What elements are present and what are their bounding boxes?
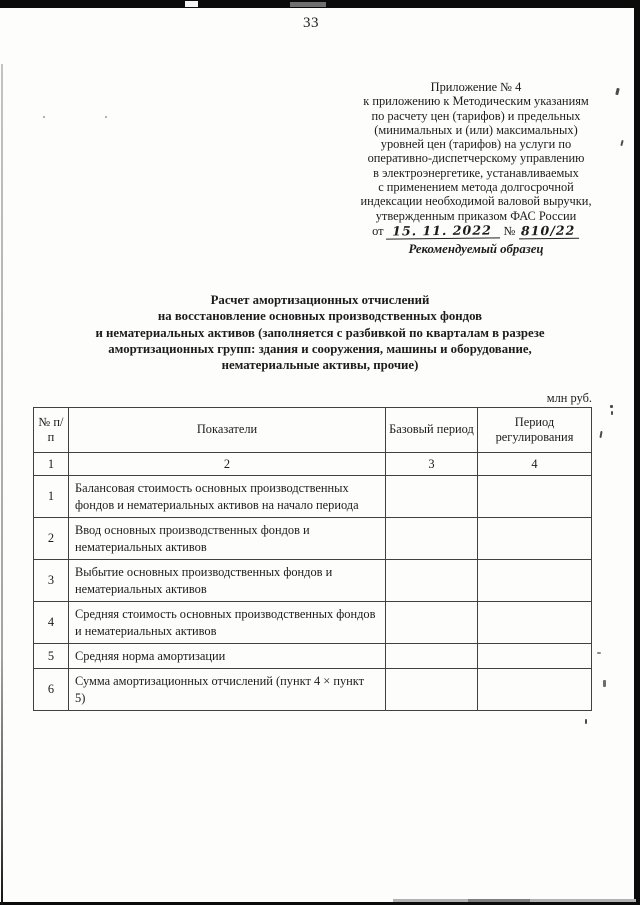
- row-base-period-value: [386, 644, 478, 669]
- table-row: [34, 476, 592, 518]
- scan-artifact: [597, 652, 601, 654]
- order-date-line: [331, 224, 621, 239]
- column-number: 1: [34, 453, 69, 476]
- row-number: 6: [34, 669, 69, 711]
- scan-artifact: [43, 116, 45, 118]
- row-indicator: Сумма амортизационных отчислений (пункт 4 × пункт 5): [69, 669, 386, 711]
- column-number: 4: [478, 453, 592, 476]
- row-regulation-period-value: [478, 476, 592, 518]
- scan-artifact: [611, 411, 613, 415]
- row-base-period-value: [386, 669, 478, 711]
- row-indicator: Выбытие основных производственных фондов и нематериальных активов: [69, 560, 386, 602]
- appendix-line: Приложение № 4: [430, 80, 522, 94]
- appendix-line: к приложению к Методическим указаниям: [363, 94, 589, 109]
- title-line: и нематериальных активов (заполняется с разбивкой по кварталам в разрезе: [95, 325, 545, 340]
- row-base-period-value: [386, 602, 478, 644]
- units-label: млн руб.: [546, 391, 592, 405]
- scan-artifact: [603, 680, 606, 687]
- order-date-prefix: от: [372, 223, 384, 238]
- table-row: [34, 560, 592, 602]
- scan-border-left: [1, 64, 3, 905]
- title-line: Расчет амортизационных отчислений: [210, 293, 430, 307]
- scan-artifact: [290, 2, 326, 7]
- table-row: [34, 669, 592, 711]
- handwritten-date: 15. 11. 2022: [386, 223, 500, 239]
- row-regulation-period-value: [478, 602, 592, 644]
- appendix-line: в электроэнергетике, устанавливаемых: [373, 165, 579, 180]
- scan-border-right: [634, 0, 640, 905]
- title-line: амортизационных групп: здания и сооружения, машины и оборудование,: [108, 341, 532, 356]
- recommended-sample-note: Рекомендуемый образец: [408, 241, 544, 256]
- row-base-period-value: [386, 518, 478, 560]
- scan-artifact: [105, 116, 107, 118]
- header-regulation-period: Период регулирования: [478, 408, 592, 453]
- appendix-line: утвержденным приказом ФАС России: [375, 208, 577, 223]
- appendix-line: уровней цен (тарифов) на услуги по: [380, 137, 572, 152]
- appendix-line: по расчету цен (тарифов) и предельных: [371, 108, 581, 123]
- title-line: нематериальные активы, прочие): [221, 358, 419, 373]
- column-number: 2: [69, 453, 386, 476]
- row-number: 5: [34, 644, 69, 669]
- row-indicator: Балансовая стоимость основных производственных фондов и нематериальных активов на начало периода: [69, 476, 386, 518]
- appendix-line: индексации необходимой валовой выручки,: [360, 194, 592, 209]
- row-base-period-value: [386, 560, 478, 602]
- row-regulation-period-value: [478, 644, 592, 669]
- scan-artifact: [468, 899, 530, 902]
- title-line: на восстановление основных производственных фондов: [157, 309, 483, 324]
- row-indicator: Средняя стоимость основных производственных фондов и нематериальных активов: [69, 602, 386, 644]
- row-base-period-value: [386, 476, 478, 518]
- order-number-sign: №: [503, 223, 516, 238]
- scan-artifact: [185, 1, 198, 7]
- table-row: [34, 602, 592, 644]
- row-regulation-period-value: [478, 669, 592, 711]
- row-number: 3: [34, 560, 69, 602]
- row-regulation-period-value: [478, 518, 592, 560]
- appendix-header: [331, 80, 621, 256]
- header-base-period: Базовый период: [386, 408, 478, 453]
- table-header-row: [34, 408, 592, 453]
- row-regulation-period-value: [478, 560, 592, 602]
- row-number: 1: [34, 476, 69, 518]
- appendix-line: оперативно-диспетчерскому управлению: [367, 151, 585, 166]
- row-indicator: Средняя норма амортизации: [69, 644, 386, 669]
- column-number-row: [34, 453, 592, 476]
- header-indicator: Показатели: [69, 408, 386, 453]
- appendix-line: (минимальных и (или) максимальных): [374, 122, 578, 137]
- column-number: 3: [386, 453, 478, 476]
- row-indicator: Ввод основных производственных фондов и нематериальных активов: [69, 518, 386, 560]
- row-number: 2: [34, 518, 69, 560]
- table-row: [34, 518, 592, 560]
- table-row: [34, 644, 592, 669]
- appendix-line: с применением метода долгосрочной: [378, 180, 574, 195]
- page-number: 33: [303, 15, 319, 31]
- scan-artifact: [585, 719, 587, 724]
- document-title: [22, 292, 618, 373]
- amortization-table: [33, 407, 592, 711]
- scan-artifact: [599, 431, 602, 438]
- header-num: № п/п: [34, 408, 69, 453]
- handwritten-order-number: 810/22: [519, 224, 580, 240]
- row-number: 4: [34, 602, 69, 644]
- scan-artifact: [610, 405, 613, 408]
